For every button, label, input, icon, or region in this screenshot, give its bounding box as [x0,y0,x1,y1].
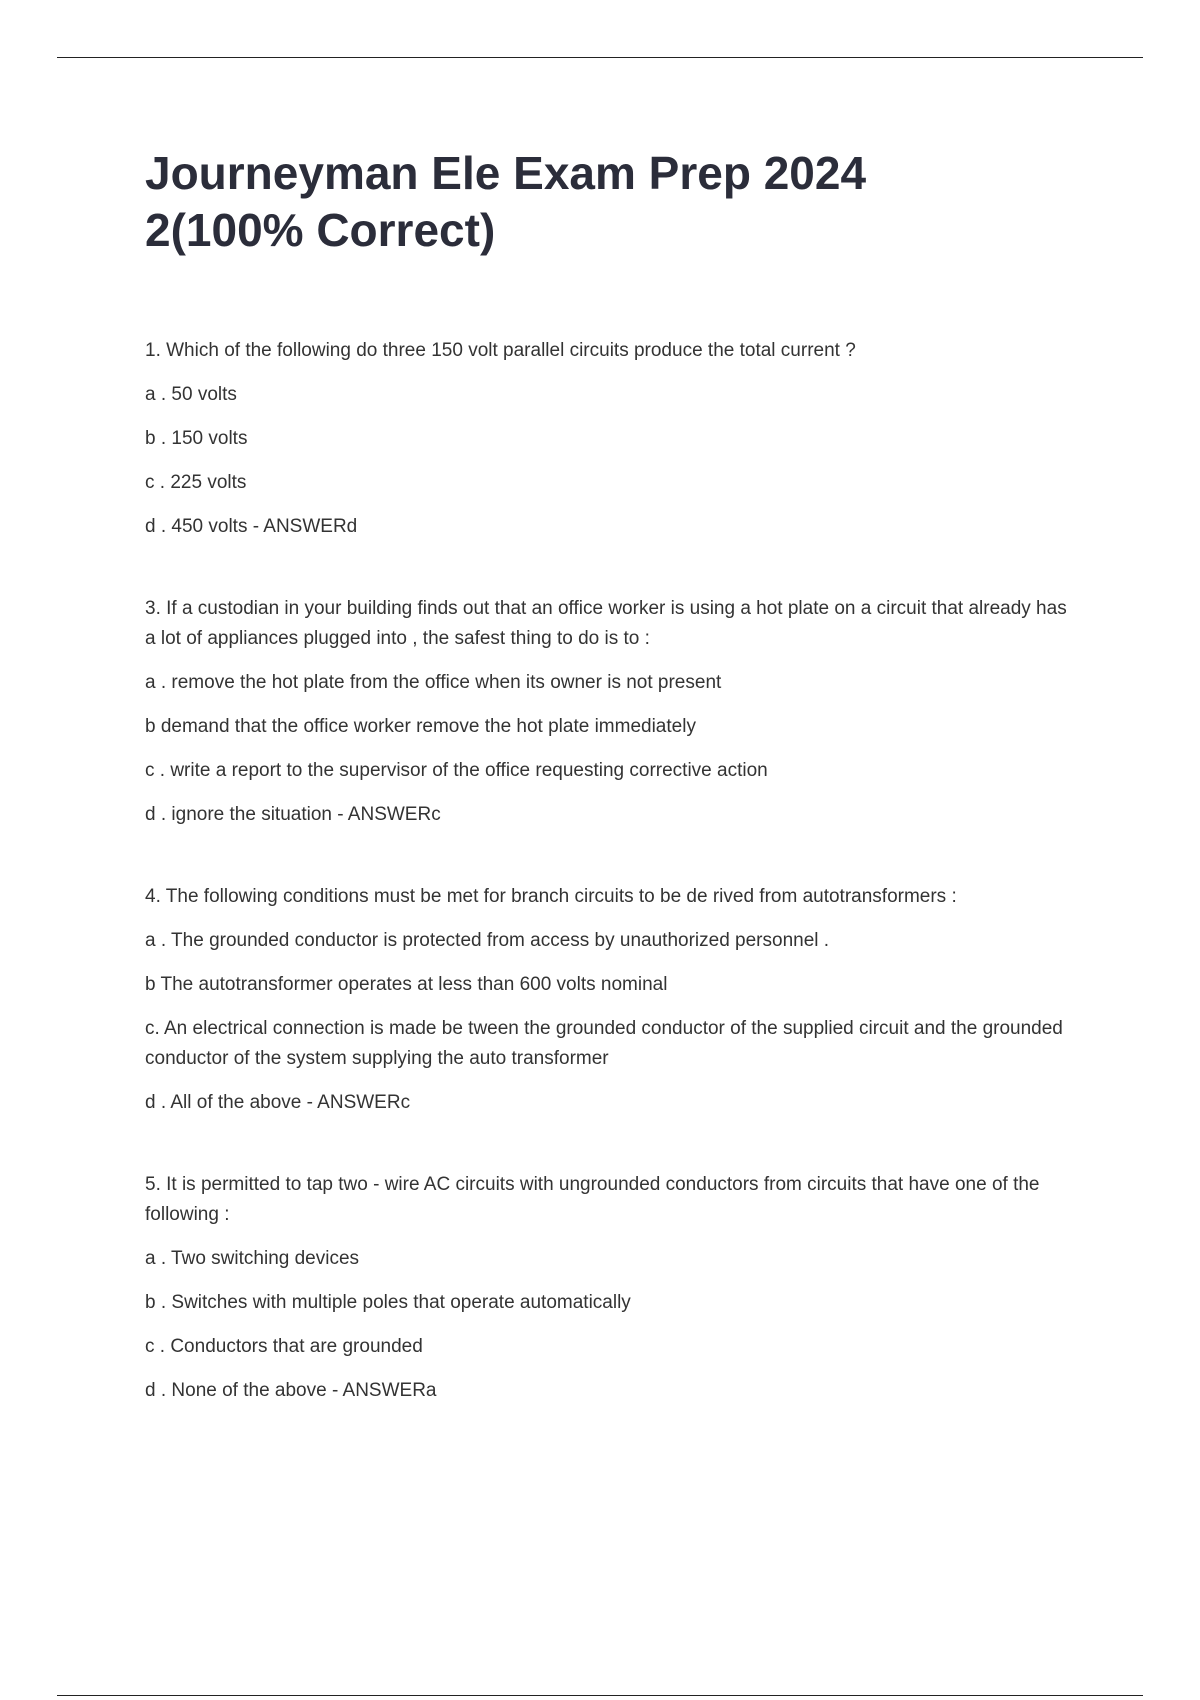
answer-option: d . ignore the situation - ANSWERc [145,804,441,825]
question-5 [145,1170,1070,1406]
answer-option: c . Conductors that are grounded [145,1336,423,1357]
document-title [145,145,1070,259]
answer-option: c. An electrical connection is made be tween the grounded conductor of the supplied circuit and the grounded conductor of the system supplying the auto transformer [145,1018,1063,1069]
answer-option: b . 150 volts [145,428,248,449]
document-body [145,145,1070,1458]
question-list [145,336,1070,1406]
question-stem: 3. If a custodian in your building finds out that an office worker is using a hot plate on a circuit that already has a lot of appliances plugged into , the safest thing to do is to : [145,598,1067,649]
title-line-2: 2(100% Correct) [145,204,496,256]
question-stem: 4. The following conditions must be met for branch circuits to be de rived from autotransformers : [145,886,957,907]
answer-option: c . write a report to the supervisor of the office requesting corrective action [145,760,768,781]
title-line-1: Journeyman Ele Exam Prep 2024 [145,147,867,199]
answer-option: a . The grounded conductor is protected from access by unauthorized personnel . [145,930,830,951]
answer-option: c . 225 volts [145,472,247,493]
answer-option: a . 50 volts [145,384,237,405]
answer-option: a . remove the hot plate from the office when its owner is not present [145,672,722,693]
answer-option: d . None of the above - ANSWERa [145,1380,437,1401]
answer-option: b The autotransformer operates at less than 600 volts nominal [145,974,668,995]
answer-option: a . Two switching devices [145,1248,360,1269]
answer-option: d . 450 volts - ANSWERd [145,516,358,537]
header-rule [57,57,1143,58]
question-4 [145,882,1070,1118]
question-stem: 1. Which of the following do three 150 volt parallel circuits produce the total current ? [145,340,856,361]
answer-option: b demand that the office worker remove the hot plate immediately [145,716,696,737]
answer-option: b . Switches with multiple poles that operate automatically [145,1292,631,1313]
answer-option: d . All of the above - ANSWERc [145,1092,411,1113]
question-1 [145,336,1070,542]
question-stem: 5. It is permitted to tap two - wire AC circuits with ungrounded conductors from circuits that have one of the following : [145,1174,1040,1225]
question-3 [145,594,1070,830]
footer-rule [57,1695,1143,1696]
